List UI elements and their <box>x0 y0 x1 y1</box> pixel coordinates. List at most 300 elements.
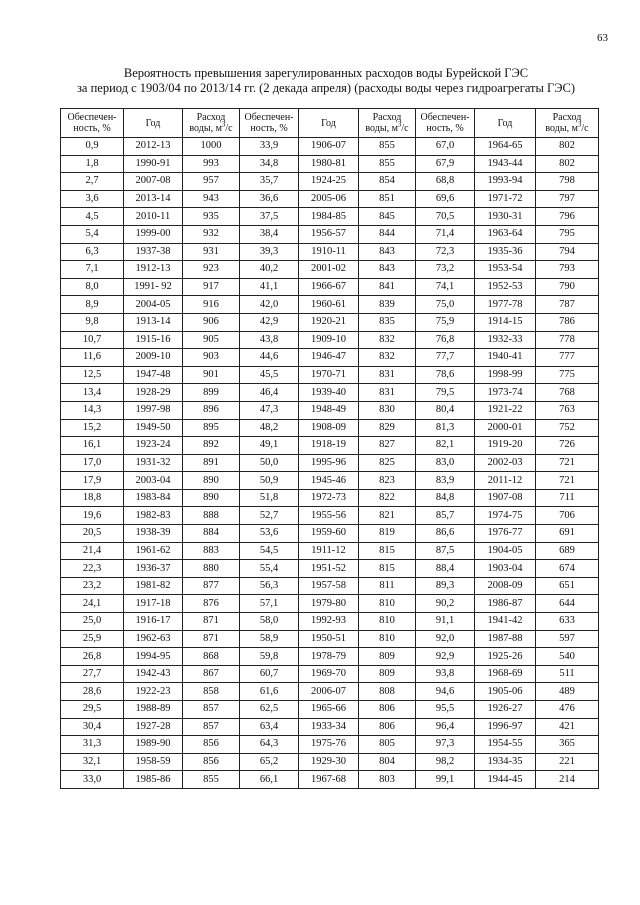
cell-year: 1905-06 <box>475 683 536 701</box>
cell-probability: 26,8 <box>61 648 124 666</box>
cell-probability: 24,1 <box>61 595 124 613</box>
cell-probability: 54,5 <box>240 542 299 560</box>
table-row <box>61 753 599 771</box>
table-row <box>61 366 599 384</box>
cell-probability: 14,3 <box>61 401 124 419</box>
cell-year: 1920-21 <box>299 313 359 331</box>
cell-year: 1956-57 <box>299 225 359 243</box>
cell-probability: 21,4 <box>61 542 124 560</box>
cell-year: 1908-09 <box>299 419 359 437</box>
title-line-1: Вероятность превышения зарегулированных расходов воды Бурейской ГЭС <box>123 66 529 80</box>
cell-year: 2005-06 <box>299 190 359 208</box>
cell-year: 1941-42 <box>475 613 536 631</box>
cell-flow: 829 <box>359 419 416 437</box>
cell-flow: 689 <box>536 542 599 560</box>
cell-flow: 906 <box>183 313 240 331</box>
cell-probability: 41,1 <box>240 278 299 296</box>
cell-probability: 78,6 <box>416 366 475 384</box>
cell-probability: 38,4 <box>240 225 299 243</box>
cell-year: 1948-49 <box>299 401 359 419</box>
header-flow-unit-tail: /с <box>581 123 589 134</box>
header-year: Год <box>475 109 536 138</box>
cell-probability: 75,0 <box>416 296 475 314</box>
cell-year: 1984-85 <box>299 208 359 226</box>
header-flow-unit-tail: /с <box>225 123 233 134</box>
cell-flow: 857 <box>183 701 240 719</box>
cell-year: 1906-07 <box>299 138 359 156</box>
cell-flow: 763 <box>536 401 599 419</box>
header-probability-line1: Обеспечен- <box>244 112 294 123</box>
cell-flow: 821 <box>359 507 416 525</box>
cell-year: 1931-32 <box>124 454 183 472</box>
cell-probability: 33,9 <box>240 138 299 156</box>
cell-flow: 890 <box>183 472 240 490</box>
cell-probability: 46,4 <box>240 384 299 402</box>
cell-probability: 92,0 <box>416 630 475 648</box>
cell-probability: 56,3 <box>240 577 299 595</box>
cell-probability: 98,2 <box>416 753 475 771</box>
cell-probability: 66,1 <box>240 771 299 789</box>
cell-probability: 84,8 <box>416 489 475 507</box>
cell-probability: 63,4 <box>240 718 299 736</box>
cell-year: 1904-05 <box>475 542 536 560</box>
cell-flow: 843 <box>359 261 416 279</box>
cell-probability: 40,2 <box>240 261 299 279</box>
cell-year: 1934-35 <box>475 753 536 771</box>
header-flow-line2 <box>536 120 598 134</box>
cell-flow: 802 <box>536 138 599 156</box>
cell-probability: 76,8 <box>416 331 475 349</box>
table-row <box>61 437 599 455</box>
cell-flow: 883 <box>183 542 240 560</box>
cell-year: 1971-72 <box>475 190 536 208</box>
cell-year: 1940-41 <box>475 349 536 367</box>
cell-year: 1926-27 <box>475 701 536 719</box>
cell-flow: 633 <box>536 613 599 631</box>
cell-flow: 871 <box>183 630 240 648</box>
cell-year: 1914-15 <box>475 313 536 331</box>
cell-flow: 726 <box>536 437 599 455</box>
cell-probability: 4,5 <box>61 208 124 226</box>
cell-flow: 805 <box>359 736 416 754</box>
cell-probability: 2,7 <box>61 173 124 191</box>
cell-probability: 32,1 <box>61 753 124 771</box>
cell-probability: 20,5 <box>61 525 124 543</box>
cell-flow: 841 <box>359 278 416 296</box>
header-year: Год <box>299 109 359 138</box>
cell-year: 1939-40 <box>299 384 359 402</box>
cell-year: 1954-55 <box>475 736 536 754</box>
cell-year: 1949-50 <box>124 419 183 437</box>
cell-year: 1997-98 <box>124 401 183 419</box>
cell-year: 1967-68 <box>299 771 359 789</box>
cell-flow: 855 <box>359 138 416 156</box>
cell-probability: 28,6 <box>61 683 124 701</box>
cell-year: 1917-18 <box>124 595 183 613</box>
cell-flow: 797 <box>536 190 599 208</box>
cell-flow: 721 <box>536 472 599 490</box>
cell-year: 1927-28 <box>124 718 183 736</box>
cell-flow: 858 <box>183 683 240 701</box>
cell-probability: 12,5 <box>61 366 124 384</box>
cell-year: 2010-11 <box>124 208 183 226</box>
cell-flow: 903 <box>183 349 240 367</box>
cell-flow: 221 <box>536 753 599 771</box>
cell-probability: 37,5 <box>240 208 299 226</box>
table-row <box>61 331 599 349</box>
cell-probability: 0,9 <box>61 138 124 156</box>
cell-flow: 811 <box>359 577 416 595</box>
cell-year: 1950-51 <box>299 630 359 648</box>
cell-probability: 48,2 <box>240 419 299 437</box>
cell-flow: 943 <box>183 190 240 208</box>
cell-flow: 421 <box>536 718 599 736</box>
cell-year: 1986-87 <box>475 595 536 613</box>
cell-flow: 855 <box>359 155 416 173</box>
cell-flow: 793 <box>536 261 599 279</box>
header-flow-line2 <box>359 120 415 134</box>
cell-year: 1975-76 <box>299 736 359 754</box>
cell-year: 1996-97 <box>475 718 536 736</box>
cell-year: 1925-26 <box>475 648 536 666</box>
cell-year: 1985-86 <box>124 771 183 789</box>
cell-probability: 90,2 <box>416 595 475 613</box>
cell-year: 1992-93 <box>299 613 359 631</box>
cell-year: 1966-67 <box>299 278 359 296</box>
cell-probability: 18,8 <box>61 489 124 507</box>
cell-year: 2001-02 <box>299 261 359 279</box>
cell-probability: 86,6 <box>416 525 475 543</box>
cell-probability: 74,1 <box>416 278 475 296</box>
cell-probability: 53,6 <box>240 525 299 543</box>
cell-flow: 802 <box>536 155 599 173</box>
cell-probability: 31,3 <box>61 736 124 754</box>
cell-flow: 775 <box>536 366 599 384</box>
header-flow-unit-sup: 3 <box>397 120 402 129</box>
header-year: Год <box>124 109 183 138</box>
cell-flow: 804 <box>359 753 416 771</box>
cell-year: 1988-89 <box>124 701 183 719</box>
cell-probability: 16,1 <box>61 437 124 455</box>
cell-flow: 823 <box>359 472 416 490</box>
table-row <box>61 648 599 666</box>
cell-probability: 35,7 <box>240 173 299 191</box>
table-row <box>61 278 599 296</box>
cell-year: 1946-47 <box>299 349 359 367</box>
cell-year: 1962-63 <box>124 630 183 648</box>
cell-probability: 99,1 <box>416 771 475 789</box>
cell-flow: 803 <box>359 771 416 789</box>
cell-flow: 810 <box>359 595 416 613</box>
cell-probability: 67,9 <box>416 155 475 173</box>
cell-flow: 843 <box>359 243 416 261</box>
cell-flow: 832 <box>359 349 416 367</box>
table-row <box>61 313 599 331</box>
cell-probability: 80,4 <box>416 401 475 419</box>
header-flow-line2 <box>183 120 239 134</box>
header-flow <box>359 109 416 138</box>
cell-flow: 651 <box>536 577 599 595</box>
cell-year: 1932-33 <box>475 331 536 349</box>
cell-year: 1974-75 <box>475 507 536 525</box>
cell-probability: 51,8 <box>240 489 299 507</box>
table-row <box>61 701 599 719</box>
cell-flow: 476 <box>536 701 599 719</box>
table-row <box>61 542 599 560</box>
cell-flow: 868 <box>183 648 240 666</box>
cell-flow: 787 <box>536 296 599 314</box>
cell-flow: 896 <box>183 401 240 419</box>
cell-probability: 68,8 <box>416 173 475 191</box>
cell-probability: 88,4 <box>416 560 475 578</box>
cell-year: 1990-91 <box>124 155 183 173</box>
cell-flow: 752 <box>536 419 599 437</box>
cell-probability: 8,9 <box>61 296 124 314</box>
cell-probability: 1,8 <box>61 155 124 173</box>
cell-year: 1963-64 <box>475 225 536 243</box>
cell-year: 1935-36 <box>475 243 536 261</box>
cell-flow: 880 <box>183 560 240 578</box>
table-row <box>61 243 599 261</box>
cell-year: 2013-14 <box>124 190 183 208</box>
cell-year: 1942-43 <box>124 665 183 683</box>
cell-flow: 857 <box>183 718 240 736</box>
table-row <box>61 261 599 279</box>
cell-probability: 85,7 <box>416 507 475 525</box>
cell-flow: 794 <box>536 243 599 261</box>
table-header <box>61 109 599 138</box>
cell-flow: 815 <box>359 560 416 578</box>
header-flow-unit-sup: 3 <box>221 120 226 129</box>
cell-year: 1969-70 <box>299 665 359 683</box>
cell-flow: 809 <box>359 648 416 666</box>
table-row <box>61 507 599 525</box>
cell-probability: 33,0 <box>61 771 124 789</box>
cell-year: 1918-19 <box>299 437 359 455</box>
cell-probability: 39,3 <box>240 243 299 261</box>
cell-probability: 5,4 <box>61 225 124 243</box>
cell-year: 1903-04 <box>475 560 536 578</box>
cell-year: 1982-83 <box>124 507 183 525</box>
cell-probability: 13,4 <box>61 384 124 402</box>
cell-year: 1961-62 <box>124 542 183 560</box>
cell-year: 1910-11 <box>299 243 359 261</box>
cell-year: 1928-29 <box>124 384 183 402</box>
cell-probability: 83,9 <box>416 472 475 490</box>
cell-flow: 777 <box>536 349 599 367</box>
header-flow <box>536 109 599 138</box>
cell-year: 1957-58 <box>299 577 359 595</box>
cell-year: 1968-69 <box>475 665 536 683</box>
cell-year: 1976-77 <box>475 525 536 543</box>
table-row <box>61 225 599 243</box>
header-row <box>61 109 599 138</box>
cell-year: 1972-73 <box>299 489 359 507</box>
cell-probability: 36,6 <box>240 190 299 208</box>
cell-flow: 706 <box>536 507 599 525</box>
cell-probability: 25,0 <box>61 613 124 631</box>
cell-probability: 60,7 <box>240 665 299 683</box>
cell-year: 2007-08 <box>124 173 183 191</box>
cell-year: 1991- 92 <box>124 278 183 296</box>
cell-flow: 796 <box>536 208 599 226</box>
cell-year: 1987-88 <box>475 630 536 648</box>
table-row <box>61 419 599 437</box>
cell-flow: 876 <box>183 595 240 613</box>
cell-flow: 877 <box>183 577 240 595</box>
cell-flow: 819 <box>359 525 416 543</box>
header-flow-line1: Расход <box>196 112 226 123</box>
page-number: 63 <box>597 32 608 44</box>
cell-year: 1907-08 <box>475 489 536 507</box>
cell-probability: 49,1 <box>240 437 299 455</box>
cell-probability: 70,5 <box>416 208 475 226</box>
cell-flow: 809 <box>359 665 416 683</box>
cell-flow: 511 <box>536 665 599 683</box>
cell-probability: 92,9 <box>416 648 475 666</box>
cell-flow: 721 <box>536 454 599 472</box>
cell-probability: 89,3 <box>416 577 475 595</box>
cell-flow: 674 <box>536 560 599 578</box>
cell-probability: 43,8 <box>240 331 299 349</box>
cell-probability: 3,6 <box>61 190 124 208</box>
cell-year: 1958-59 <box>124 753 183 771</box>
cell-probability: 9,8 <box>61 313 124 331</box>
cell-flow: 884 <box>183 525 240 543</box>
table-row <box>61 190 599 208</box>
cell-year: 1999-00 <box>124 225 183 243</box>
table-row <box>61 525 599 543</box>
table-row <box>61 683 599 701</box>
cell-flow: 891 <box>183 454 240 472</box>
cell-flow: 790 <box>536 278 599 296</box>
cell-probability: 94,6 <box>416 683 475 701</box>
cell-year: 2011-12 <box>475 472 536 490</box>
cell-probability: 50,9 <box>240 472 299 490</box>
cell-probability: 6,3 <box>61 243 124 261</box>
cell-year: 2003-04 <box>124 472 183 490</box>
header-flow-line1: Расход <box>372 112 402 123</box>
cell-year: 1933-34 <box>299 718 359 736</box>
cell-year: 1923-24 <box>124 437 183 455</box>
table-row <box>61 472 599 490</box>
cell-year: 1924-25 <box>299 173 359 191</box>
table-row <box>61 595 599 613</box>
cell-probability: 57,1 <box>240 595 299 613</box>
cell-probability: 11,6 <box>61 349 124 367</box>
table-row <box>61 665 599 683</box>
cell-probability: 87,5 <box>416 542 475 560</box>
cell-flow: 832 <box>359 331 416 349</box>
document-title <box>60 66 592 96</box>
cell-probability: 44,6 <box>240 349 299 367</box>
cell-probability: 93,8 <box>416 665 475 683</box>
cell-flow: 214 <box>536 771 599 789</box>
header-probability-line1: Обеспечен- <box>420 112 470 123</box>
cell-year: 1936-37 <box>124 560 183 578</box>
cell-year: 1930-31 <box>475 208 536 226</box>
cell-probability: 22,3 <box>61 560 124 578</box>
cell-probability: 61,6 <box>240 683 299 701</box>
cell-probability: 15,2 <box>61 419 124 437</box>
cell-flow: 916 <box>183 296 240 314</box>
table-row <box>61 718 599 736</box>
cell-year: 2000-01 <box>475 419 536 437</box>
cell-flow: 778 <box>536 331 599 349</box>
cell-flow: 597 <box>536 630 599 648</box>
header-flow <box>183 109 240 138</box>
cell-flow: 489 <box>536 683 599 701</box>
cell-probability: 77,7 <box>416 349 475 367</box>
table-row <box>61 736 599 754</box>
cell-flow: 825 <box>359 454 416 472</box>
cell-flow: 786 <box>536 313 599 331</box>
cell-flow: 905 <box>183 331 240 349</box>
cell-year: 1964-65 <box>475 138 536 156</box>
cell-probability: 47,3 <box>240 401 299 419</box>
cell-flow: 923 <box>183 261 240 279</box>
cell-flow: 867 <box>183 665 240 683</box>
table-row <box>61 384 599 402</box>
cell-flow: 845 <box>359 208 416 226</box>
cell-year: 1977-78 <box>475 296 536 314</box>
cell-flow: 815 <box>359 542 416 560</box>
cell-probability: 67,0 <box>416 138 475 156</box>
cell-probability: 73,2 <box>416 261 475 279</box>
flow-probability-table <box>60 108 599 789</box>
cell-year: 1998-99 <box>475 366 536 384</box>
cell-year: 1952-53 <box>475 278 536 296</box>
cell-year: 2006-07 <box>299 683 359 701</box>
cell-probability: 58,0 <box>240 613 299 631</box>
cell-flow: 768 <box>536 384 599 402</box>
cell-flow: 855 <box>183 771 240 789</box>
cell-flow: 895 <box>183 419 240 437</box>
cell-probability: 95,5 <box>416 701 475 719</box>
cell-year: 1955-56 <box>299 507 359 525</box>
header-probability <box>61 109 124 138</box>
header-probability-line1: Обеспечен- <box>67 112 117 123</box>
header-flow-unit-base: воды, м <box>545 123 578 134</box>
cell-probability: 8,0 <box>61 278 124 296</box>
cell-year: 1979-80 <box>299 595 359 613</box>
cell-flow: 844 <box>359 225 416 243</box>
header-flow-line1: Расход <box>552 112 582 123</box>
cell-year: 1929-30 <box>299 753 359 771</box>
cell-probability: 58,9 <box>240 630 299 648</box>
table-row <box>61 296 599 314</box>
cell-probability: 50,0 <box>240 454 299 472</box>
table-row <box>61 138 599 156</box>
cell-flow: 957 <box>183 173 240 191</box>
header-probability <box>240 109 299 138</box>
cell-year: 1983-84 <box>124 489 183 507</box>
table-row <box>61 771 599 789</box>
cell-flow: 901 <box>183 366 240 384</box>
table-row <box>61 454 599 472</box>
header-flow-unit-tail: /с <box>401 123 409 134</box>
table-row <box>61 401 599 419</box>
cell-flow: 890 <box>183 489 240 507</box>
cell-year: 1909-10 <box>299 331 359 349</box>
cell-flow: 806 <box>359 718 416 736</box>
cell-probability: 62,5 <box>240 701 299 719</box>
header-probability-line2: ность, % <box>250 123 288 134</box>
cell-probability: 55,4 <box>240 560 299 578</box>
cell-probability: 69,6 <box>416 190 475 208</box>
cell-flow: 839 <box>359 296 416 314</box>
cell-probability: 25,9 <box>61 630 124 648</box>
